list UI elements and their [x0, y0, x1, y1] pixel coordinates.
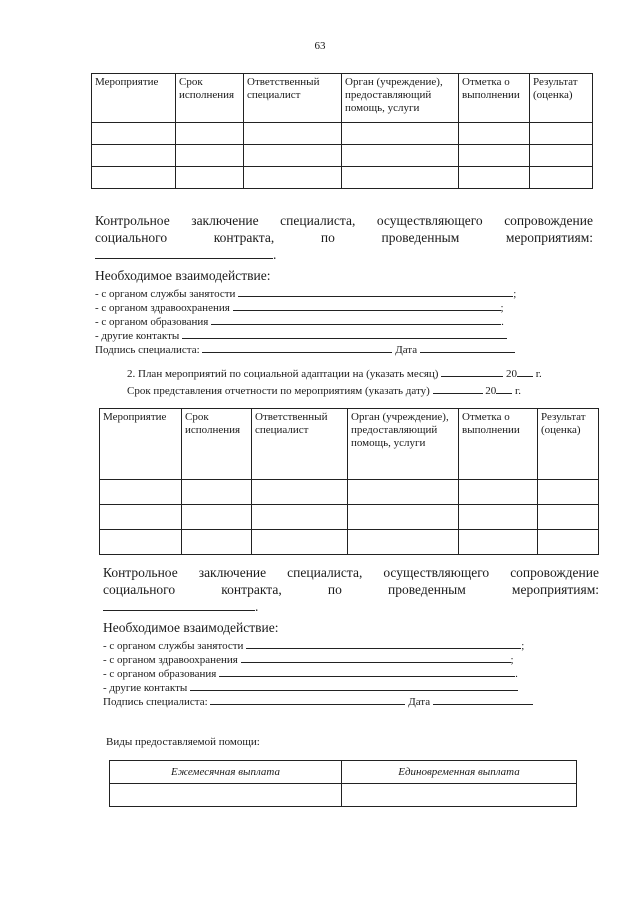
plan-2-report-year-input[interactable]: [496, 381, 512, 394]
plan-2-year: 20: [505, 368, 517, 380]
conclusion-text: Контрольное заключение специалиста, осуществляющего сопровождение социального контракта, по проведенным мероприятиям:: [103, 565, 599, 597]
interaction-block-2: [103, 619, 603, 706]
table-cell[interactable]: [348, 505, 459, 530]
employment-semicolon: ;: [513, 288, 517, 300]
other-contacts-label: - другие контакты: [103, 682, 188, 694]
header-deadline: Срок исполнения: [176, 74, 244, 123]
table-cell[interactable]: [459, 480, 538, 505]
employment-semicolon: ;: [521, 640, 525, 652]
table-cell[interactable]: [244, 145, 342, 167]
conclusion-block-1: [95, 212, 593, 263]
table-cell[interactable]: [100, 505, 182, 530]
table-cell[interactable]: [538, 480, 599, 505]
one-time-payment-cell[interactable]: [342, 784, 577, 807]
table-cell[interactable]: [530, 145, 593, 167]
table-cell[interactable]: [182, 505, 252, 530]
table-cell[interactable]: [92, 123, 176, 145]
table-cell[interactable]: [459, 505, 538, 530]
table-cell[interactable]: [348, 530, 459, 555]
table-cell[interactable]: [182, 480, 252, 505]
other-contacts-label: - другие контакты: [95, 330, 180, 342]
health-label: - с органом здравоохранения: [95, 302, 230, 314]
education-label: - с органом образования: [103, 668, 217, 680]
health-input-line[interactable]: [233, 298, 501, 311]
conclusion-block-2: [103, 564, 599, 615]
one-time-payment-header: Единовременная выплата: [342, 761, 577, 784]
table-header-row: [100, 409, 599, 480]
employment-input-line[interactable]: [238, 284, 513, 297]
employment-label: - с органом службы занятости: [95, 288, 236, 300]
table-cell[interactable]: [538, 505, 599, 530]
table-cell[interactable]: [182, 530, 252, 555]
table-cell[interactable]: [244, 167, 342, 189]
conclusion-input-line[interactable]: [95, 246, 273, 259]
table-cell[interactable]: [244, 123, 342, 145]
plan-2-report-year: 20: [485, 385, 497, 397]
other-contacts-input-line[interactable]: [190, 678, 518, 691]
table-cell[interactable]: [92, 145, 176, 167]
header-completion-mark: Отметка о выполнении: [459, 409, 538, 480]
table-header-row: [92, 74, 593, 123]
monthly-payment-header: Ежемесячная выплата: [110, 761, 342, 784]
plan-2-month-input[interactable]: [441, 364, 503, 377]
date-input-line[interactable]: [433, 692, 533, 705]
education-input-line[interactable]: [211, 312, 501, 325]
table-cell[interactable]: [342, 123, 459, 145]
table-row: [100, 505, 599, 530]
table-cell[interactable]: [459, 167, 530, 189]
table-row: [92, 145, 593, 167]
table-row: [92, 167, 593, 189]
table-cell[interactable]: [348, 480, 459, 505]
table-cell[interactable]: [342, 145, 459, 167]
education-period: .: [515, 668, 518, 680]
plan-2-year-suffix: г.: [535, 368, 542, 380]
page-number: 63: [314, 40, 326, 52]
activities-table-2: [99, 408, 599, 555]
table-cell[interactable]: [538, 530, 599, 555]
header-responsible: Ответственный специалист: [252, 409, 348, 480]
plan-2-month-label: 2. План мероприятий по социальной адаптации на (указать месяц): [127, 368, 439, 380]
education-period: .: [501, 316, 504, 328]
conclusion-period: .: [255, 599, 259, 614]
header-activity: Мероприятие: [92, 74, 176, 123]
education-input-line[interactable]: [219, 664, 515, 677]
table-cell[interactable]: [252, 505, 348, 530]
table-cell[interactable]: [342, 167, 459, 189]
header-result: Результат (оценка): [530, 74, 593, 123]
table-cell[interactable]: [459, 530, 538, 555]
table-cell[interactable]: [176, 123, 244, 145]
health-semicolon: ;: [510, 654, 514, 666]
header-activity: Мероприятие: [100, 409, 182, 480]
table-cell[interactable]: [100, 480, 182, 505]
table-cell[interactable]: [176, 145, 244, 167]
header-organization: Орган (учреждение), предоставляющий помощь, услуги: [348, 409, 459, 480]
interaction-heading: Необходимое взаимодействие:: [95, 268, 271, 283]
signature-label: Подпись специалиста:: [103, 696, 208, 708]
signature-input-line[interactable]: [210, 692, 405, 705]
table-cell[interactable]: [252, 480, 348, 505]
header-completion-mark: Отметка о выполнении: [459, 74, 530, 123]
table-row: [92, 123, 593, 145]
header-responsible: Ответственный специалист: [244, 74, 342, 123]
health-label: - с органом здравоохранения: [103, 654, 238, 666]
health-input-line[interactable]: [241, 650, 511, 663]
table-cell[interactable]: [92, 167, 176, 189]
plan-2-report-label: Срок представления отчетности по мероприятиям (указать дату): [127, 385, 430, 397]
plan-2-year-input[interactable]: [517, 364, 533, 377]
table-cell[interactable]: [459, 123, 530, 145]
health-semicolon: ;: [500, 302, 504, 314]
interaction-heading: Необходимое взаимодействие:: [103, 620, 279, 635]
date-input-line[interactable]: [420, 340, 515, 353]
activities-table-1: [91, 73, 593, 189]
header-result: Результат (оценка): [538, 409, 599, 480]
table-cell[interactable]: [252, 530, 348, 555]
help-types-table: [109, 760, 577, 807]
table-cell[interactable]: [530, 167, 593, 189]
help-types-title: Виды предоставляемой помощи:: [106, 736, 260, 748]
conclusion-text: Контрольное заключение специалиста, осуществляющего сопровождение социального контракта, по проведенным мероприятиям:: [95, 213, 593, 245]
plan-2-title: [127, 364, 542, 398]
signature-input-line[interactable]: [202, 340, 392, 353]
date-label: Дата: [395, 344, 418, 356]
monthly-payment-cell[interactable]: [110, 784, 342, 807]
interaction-block-1: [95, 267, 595, 354]
help-header-row: [110, 761, 577, 784]
plan-2-report-year-suffix: г.: [515, 385, 522, 397]
table-row: [100, 480, 599, 505]
table-cell[interactable]: [100, 530, 182, 555]
table-cell[interactable]: [530, 123, 593, 145]
other-contacts-input-line[interactable]: [182, 326, 507, 339]
help-entry-row: [110, 784, 577, 807]
employment-input-line[interactable]: [246, 636, 521, 649]
header-organization: Орган (учреждение), предоставляющий помощь, услуги: [342, 74, 459, 123]
signature-label: Подпись специалиста:: [95, 344, 200, 356]
header-deadline: Срок исполнения: [182, 409, 252, 480]
employment-label: - с органом службы занятости: [103, 640, 244, 652]
conclusion-period: .: [273, 247, 277, 262]
table-row: [100, 530, 599, 555]
plan-2-report-input[interactable]: [433, 381, 483, 394]
table-cell[interactable]: [176, 167, 244, 189]
education-label: - с органом образования: [95, 316, 209, 328]
date-label: Дата: [408, 696, 431, 708]
conclusion-input-line[interactable]: [103, 598, 255, 611]
table-cell[interactable]: [459, 145, 530, 167]
